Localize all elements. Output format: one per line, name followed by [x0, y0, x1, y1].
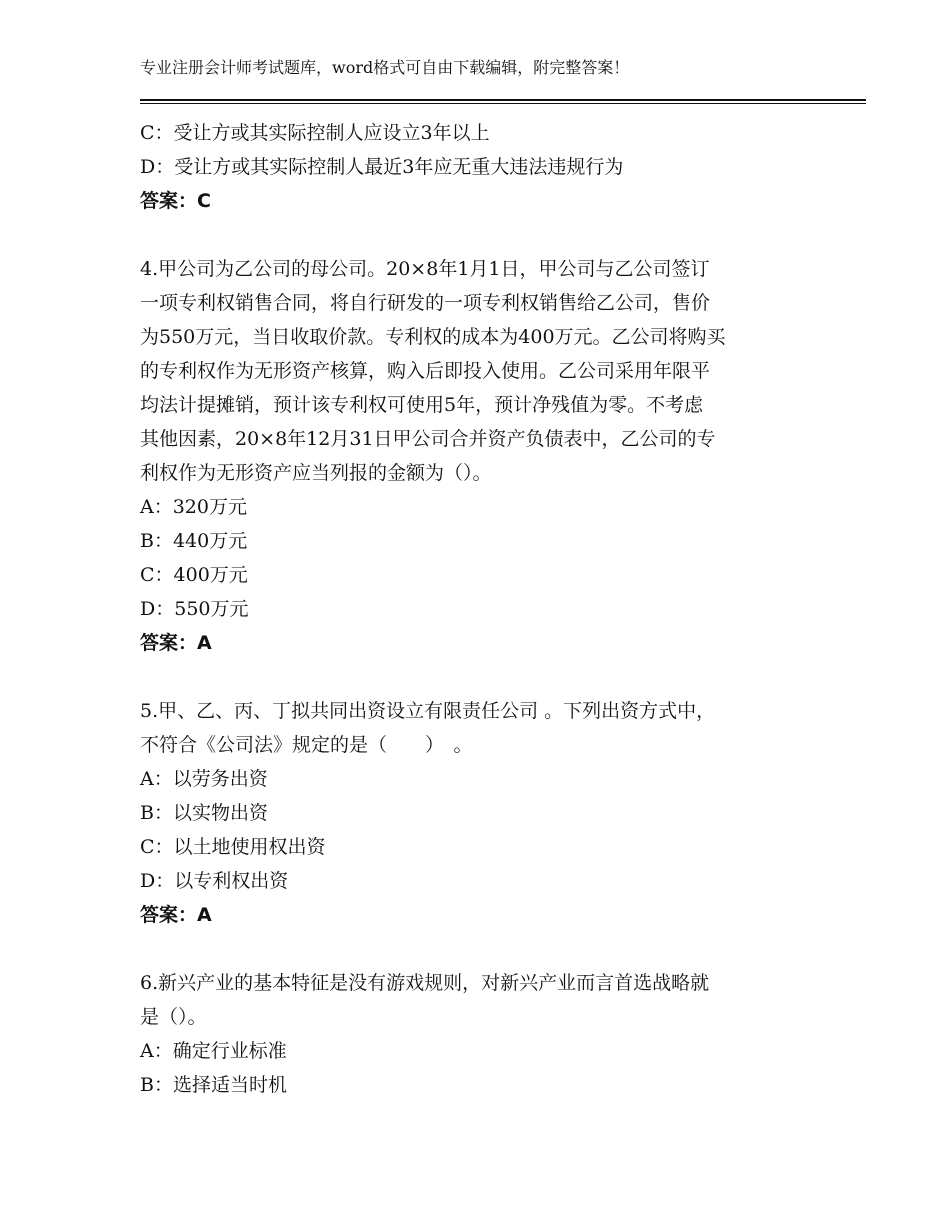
page-header: 专业注册会计师考试题库，word格式可自由下载编辑，附完整答案！ [140, 58, 630, 77]
option-c: C：400万元 [140, 564, 248, 586]
option-d: D：以专利权出资 [140, 870, 289, 892]
option-d: D：受让方或其实际控制人最近3年应无重大违法违规行为 [140, 156, 624, 178]
answer-line: 答案：A [140, 904, 212, 926]
option-d: D：550万元 [140, 598, 249, 620]
answer-line: 答案：C [140, 190, 211, 212]
question-4-line: 4.甲公司为乙公司的母公司。20×8年1月1日，甲公司与乙公司签订 [140, 258, 710, 280]
option-b: B：440万元 [140, 530, 248, 552]
question-4-line: 的专利权作为无形资产核算，购入后即投入使用。乙公司采用年限平 [140, 360, 711, 382]
spacer [140, 932, 820, 966]
question-6-line: 6.新兴产业的基本特征是没有游戏规则，对新兴产业而言首选战略就 [140, 972, 710, 994]
question-6-line: 是（）。 [140, 1006, 207, 1028]
option-b: B：以实物出资 [140, 802, 268, 824]
option-c: C：受让方或其实际控制人应设立3年以上 [140, 122, 490, 144]
spacer [140, 660, 820, 694]
question-4-line: 为550万元，当日收取价款。专利权的成本为400万元。乙公司将购买 [140, 326, 726, 348]
option-a: A：320万元 [140, 496, 247, 518]
spacer [140, 218, 820, 252]
question-4-line: 均法计提摊销，预计该专利权可使用5年，预计净残值为零。不考虑 [140, 394, 704, 416]
header-rule-thin [140, 103, 866, 104]
option-b: B：选择适当时机 [140, 1074, 287, 1096]
question-4-line: 一项专利权销售合同，将自行研发的一项专利权销售给乙公司，售价 [140, 292, 711, 314]
question-5-line: 不符合《公司法》规定的是（ ） 。 [140, 734, 473, 756]
document-content [140, 116, 820, 1102]
question-4-line: 其他因素，20×8年12月31日甲公司合并资产负债表中，乙公司的专 [140, 428, 716, 450]
option-a: A：确定行业标准 [140, 1040, 287, 1062]
option-a: A：以劳务出资 [140, 768, 268, 790]
question-5-line: 5.甲、乙、丙、丁拟共同出资设立有限责任公司 。下列出资方式中， [140, 700, 716, 722]
option-c: C：以土地使用权出资 [140, 836, 326, 858]
question-4-line: 利权作为无形资产应当列报的金额为（）。 [140, 462, 492, 484]
header-rule-thick [140, 99, 866, 101]
answer-line: 答案：A [140, 632, 212, 654]
